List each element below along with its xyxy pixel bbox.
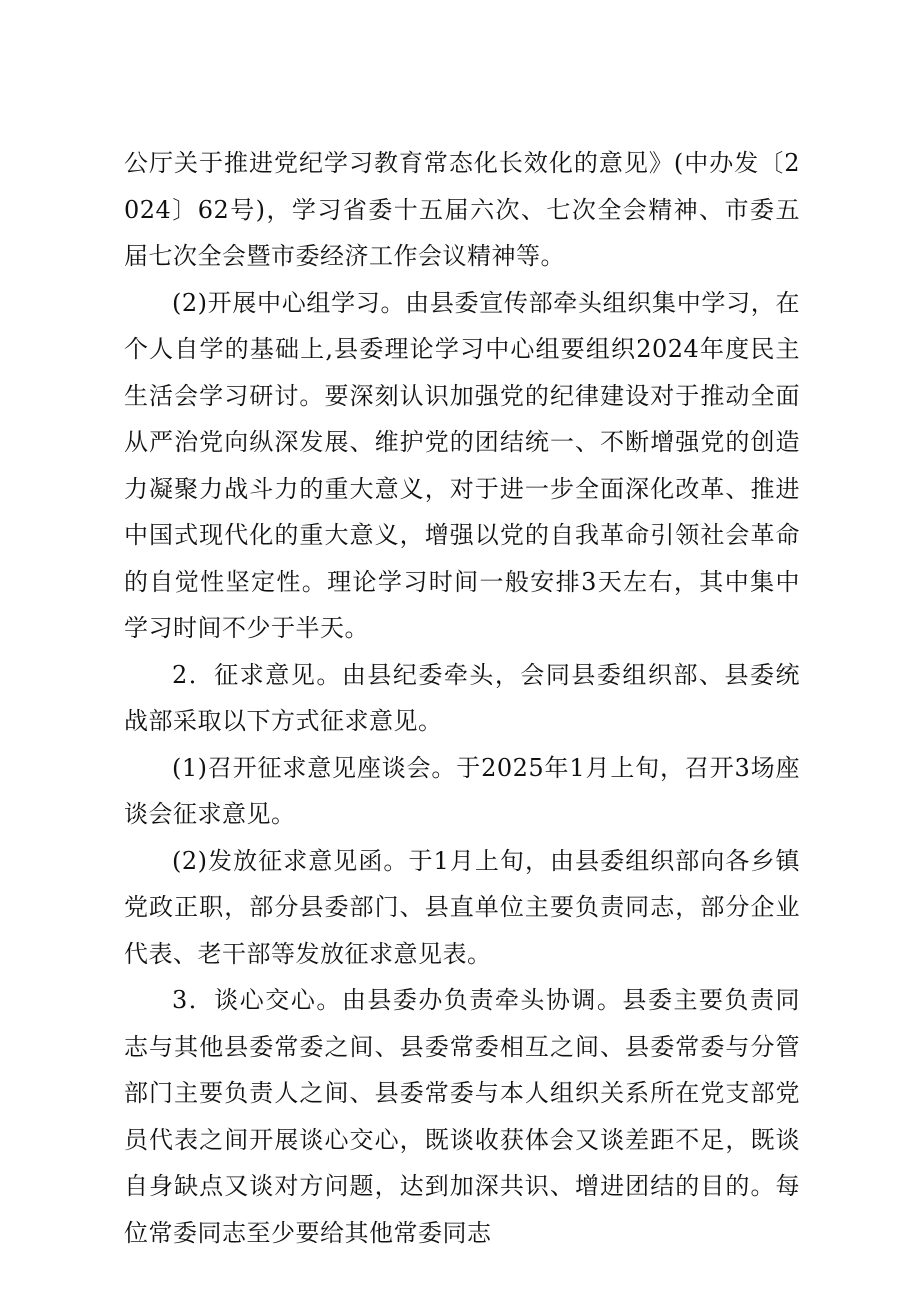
paragraph-solicit-opinions: 2．征求意见。由县纪委牵头，会同县委组织部、县委统战部采取以下方式征求意见。 (124, 660, 800, 735)
paragraph-heart-to-heart-talk: 3．谈心交心。由县委办负责牵头协调。县委主要负责同志与其他县委常委之间、县委常委相互之间、县委常委与分管部门主要负责人之间、县委常委与本人组织关系所在党支部党员代表之间开展谈心交心，既谈收获体会又谈差距不足，既谈自身缺点又谈对方问题，达到加深共识、增进团结的目的。每位常委同志至少要给其他常委同志 (124, 986, 800, 1247)
paragraph-opinion-letter: (2)发放征求意见函。于1月上旬，由县委组织部向各乡镇党政正职，部分县委部门、县直单位主要负责同志，部分企业代表、老干部等发放征求意见表。 (124, 846, 800, 968)
paragraph-central-group-study: (2)开展中心组学习。由县委宣传部牵头组织集中学习，在个人自学的基础上,县委理论学习中心组要组织2024年度民主生活会学习研讨。要深刻认识加强党的纪律建设对于推动全面从严治党向纵深发展、维护党的团结统一、不断增强党的创造力凝聚力战斗力的重大意义，对于进一步全面深化改革、推进中国式现代化的重大意义，增强以党的自我革命引领社会革命的自觉性坚定性。理论学习时间一般安排3天左右，其中集中学习时间不少于半天。 (124, 288, 800, 642)
paragraph-continued-opinion: 公厅关于推进党纪学习教育常态化长效化的意见》(中办发〔2024〕62号)，学习省委十五届六次、七次全会精神、市委五届七次全会暨市委经济工作会议精神等。 (124, 149, 800, 270)
document-body (124, 140, 800, 1256)
paragraph-symposium: (1)召开征求意见座谈会。于2025年1月上旬，召开3场座谈会征求意见。 (124, 753, 800, 828)
